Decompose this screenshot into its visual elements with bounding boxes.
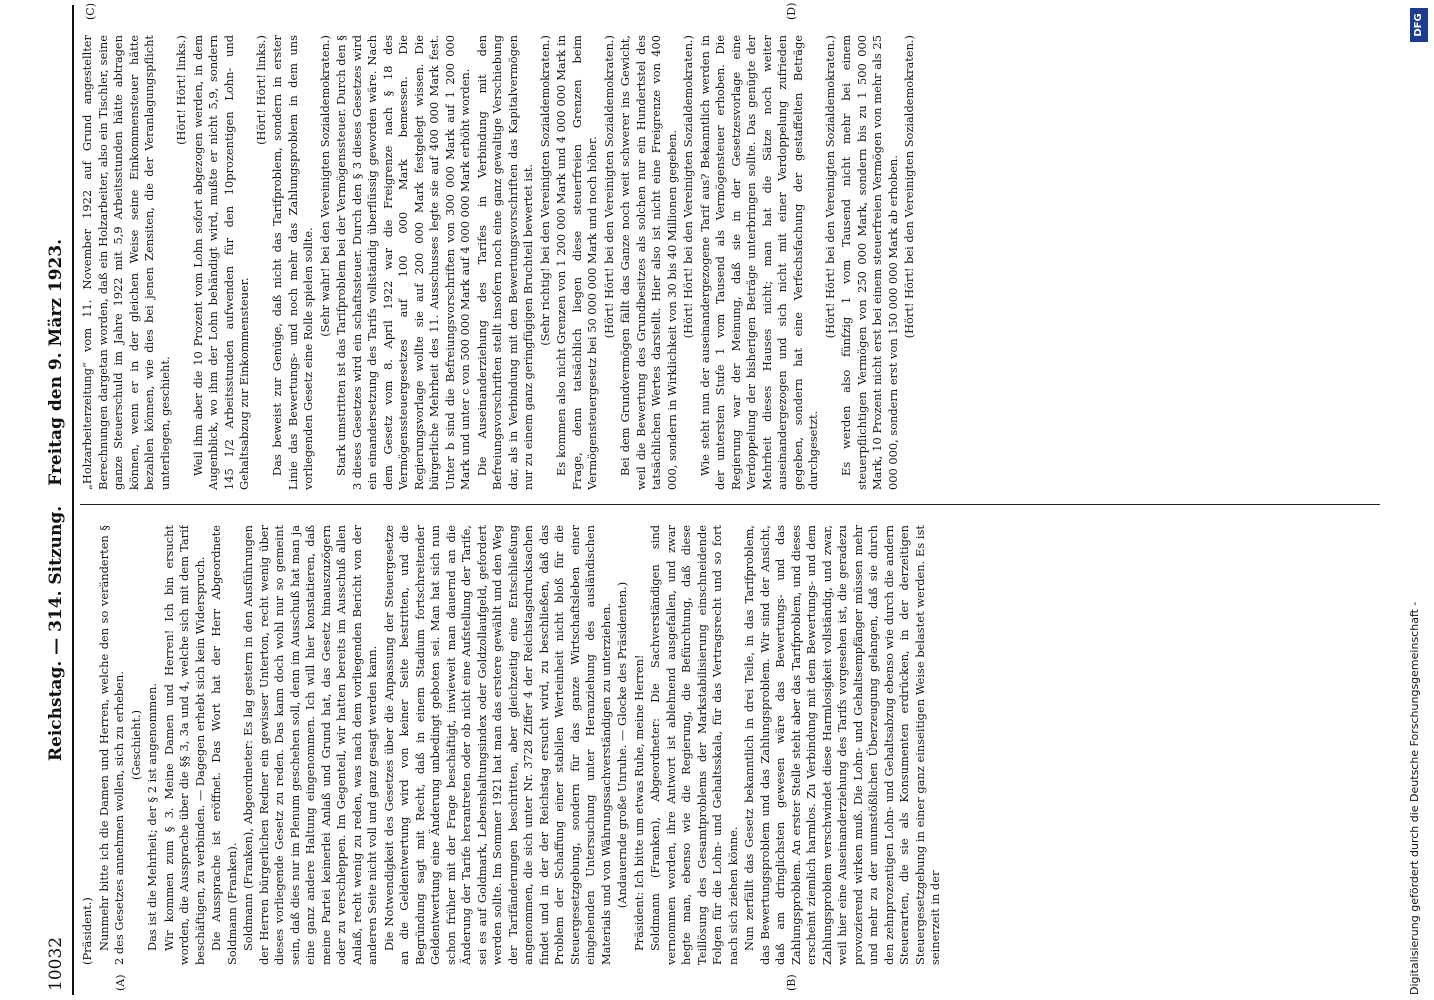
paragraph: Es kommen also nicht Grenzen von 1 200 000 Mark und 4 000 000 Mark in Frage, denn tatsächlich liegen diese steuerfreien Grenzen beim Vermögensteuergesetz bei 50 000 000 Mark und noch höher. xyxy=(554,35,599,490)
dfg-logo-text: DFG xyxy=(1413,13,1424,37)
document-page xyxy=(40,2,1390,995)
page-title-right: Freitag den 9. März 1923. xyxy=(46,238,66,486)
interjection: (Geschieht.) xyxy=(128,709,143,781)
paragraph: Die Auseinanderziehung des Tarifes in Verbindung mit den Befreiungsvorschriften stellt insofern noch eine ganz gewaltige Verschiebung dar, als in Verbindung mit den Bewertungsvorschriften das Kapitalvermögen nur zu einem ganz geringfügigen Bruchteil bewertet ist. xyxy=(474,35,535,490)
interjection: (Andauernde große Unruhe. — Glocke des Präsidenten.) xyxy=(615,581,629,909)
digitization-credit: Digitalisierung gefördert durch die Deutsche Forschungsgemeinschaft - xyxy=(1408,601,1421,995)
page-title-left: Reichstag. — 314. Sitzung. xyxy=(46,505,66,762)
margin-marker-c: (C) xyxy=(84,3,97,20)
paragraph: Nun zerfällt das Gesetz bekanntlich in drei Teile, in das Tarifproblem, das Bewertungsproblem und das Zahlungsproblem. Wir sind der Ansicht, daß am dringlichsten gewesen wäre das Bewertungs- und das Zahlungsproblem. An erster Stelle steht aber das Tarifproblem, und dieses erscheint ziemlich harmlos. Zu Verbindung mit dem Bewertungs- und dem Zahlungsproblem verschwindet diese Harmlosigkeit vollständig, und zwar, weil hier eine Auseinanderziehung des Tarifs vorgesehen ist, die geradezu provozierend wirken muß. Die Lohn- und Gehaltsempfänger müssen mehr und mehr zu der unumstößlichen Überzeugung gelangen, daß sie durch den zehnprozentigen Lohn- und Gehaltsabzug ebenso wie durch die andern Steuerarten, die sie als Konsumenten erdrücken, in der derzeitigen Steuergesetzgebung in einer ganz einseitigen Weise belastet werden. Es ist seinerzeit in der xyxy=(742,525,942,965)
paragraph: Wie steht nun der auseinandergezogene Tarif aus? Bekanntlich werden in der untersten Stufe 1 vom Tausend als Vermögensteuer erhoben. Die Regierung war der Meinung, daß sie in der Gesetzesvorlage eine Verdoppelung der bisherigen Beträge unterbringen sollte. Das genügte der Mehrheit dieses Hauses nicht; man hat die Sätze noch weiter auseinandergezogen und sich nicht mit einer Verdoppelung zufrieden gegeben, sondern hat eine Verfechsfachung der gestaffelten Beträge durchgesetzt. xyxy=(697,35,820,490)
paragraph: Die Aussprache ist eröffnet. Das Wort hat der Herr Abgeordnete Soldmann (Franken). xyxy=(209,525,239,965)
interjection: (Hört! Hört! bei den Vereinigten Sozialdemokraten.) xyxy=(822,35,837,339)
dfg-logo xyxy=(1410,8,1428,42)
paragraph: Das beweist zur Genüge, daß nicht das Tarifproblem, sondern in erster Linie das Bewertungs- und noch mehr das Zahlungsproblem in dem uns vorliegenden Gesetz eine Rolle spielen sollte. xyxy=(270,35,315,490)
paragraph: Bei dem Grundvermögen fällt das Ganze noch weit schwerer ins Gewicht, weil die Bewertung des Grundbesitzes als solchen nur ein Hundertstel des tatsächlichen Wertes darstellt. Hier also ist nicht eine Freigrenze von 400 000, sondern in Wirklichkeit von 30 bis 40 Millionen gegeben. xyxy=(618,35,679,490)
paragraph: „Holzarbeiterzeitung“ vom 11. November 1922 auf Grund angestellter Berechnungen dargetan worden, daß ein Holzarbeiter, also ein Tischler, seine ganze Steuerschuld im Jahre 1922 mit 5,9 Arbeitsstunden hätte abtragen können, wenn er in der gleichen Weise seine Einkommensteuer hätte bezahlen können, wie dies bei jenen Zensiten, die der Veranlagungspflicht unterliegen, geschieht. xyxy=(80,35,172,490)
paragraph: Die Notwendigkeit des Gesetzes über die Anpassung der Steuergesetze an die Geldentwertung wird von keiner Seite bestritten, und die Begründung sagt mit Recht, daß in einem Stadium fortschreitender Geldentwertung eine Änderung unbedingt geboten sei. Man hat sich nun schon früher mit der Frage beschäftigt, inwieweit man dauernd an die Änderung der Tarife herantreten oder ob nicht eine Aufstellung der Tarife, sei es auf Goldmark, Lebenshaltungsindex oder Goldzollaufgeld, gefordert werden sollte. Im Sommer 1921 hat man das erstere gewählt und den Weg der Tarifänderungen beschritten, aber gleichzeitig eine Entschließung angenommen, die sich unter Nr. 3728 Ziffer 4 der Reichstagsdrucksachen findet und in der der Reichstag ersucht wird, zu beschließen, daß das Problem der Schaffung einer stabilen Werteinheit nicht bloß für die Steuergesetzgebung, sondern für das ganze Wirtschaftsleben einer eingehenden Untersuchung unter Heranziehung des ausländischen Materials und von Währungssachverständigen zu unterziehen. xyxy=(381,525,613,965)
speaker-note: (Präsident.) xyxy=(80,897,94,965)
right-text-column xyxy=(80,35,1380,490)
interjection: (Hört! Hört! links.) xyxy=(174,35,188,145)
paragraph: Soldmann (Franken), Abgeordneter: Die Sachverständigen sind vernommen worden, ihre Antwort ist ablehnend ausgefallen, und zwar hegte man, ebenso wie die Regierung, die Befürchtung, daß diese Teillösung des Gesamtproblems der Markstabilisierung einschneidende Folgen für die Lohn- und Gehaltsskala, für das Vertragsrecht und so fort nach sich ziehen könne. xyxy=(648,525,740,965)
margin-marker-a: (A) xyxy=(114,974,127,991)
paragraph: Weil ihm aber die 10 Prozent vom Lohn sofort abgezogen werden, in dem Augenblick, wo ihm der Lohn behändigt wird, mußte er nicht 5,9, sondern 145 1/2 Arbeitsstunden aufwenden für den 10prozentigen Lohn- und Gehaltsabzug zur Einkommensteuer. xyxy=(190,35,251,490)
paragraph: Stark umstritten ist das Tarifproblem bei der Vermögenssteuer. Durch den § 3 dieses Gesetzes wird ein schaftssteuer. Durch den § 3 dieses Gesetzes wird ein einandersetzung des Tarifs vollständig überflüssig geworden wäre. Nach dem Gesetz vom 8. April 1922 war die Freigrenze nach § 18 des Vermögenssteuergesetzes auf 100 000 Mark bemessen. Die Regierungsvorlage wollte sie auf 200 000 Mark festgelegt wissen. Die bürgerliche Mehrheit des 11. Ausschusses legte sie auf 400 000 Mark fest. Unter b sind die Befreiungsvorschriften von 300 000 Mark auf 1 200 000 Mark und unter c von 500 000 Mark auf 4 000 000 Mark erhöht worden. xyxy=(334,35,472,490)
interjection: (Hört! Hört! bei den Vereinigten Sozialdemokraten.) xyxy=(902,35,916,339)
interjection: (Hört! Hört! links.) xyxy=(253,35,268,145)
page-title xyxy=(46,5,66,995)
paragraph: Nunmehr bitte ich die Damen und Herren, welche den so veränderten § 2 des Gesetzes annehmen wollen, sich zu erheben. xyxy=(96,525,126,965)
interjection: (Sehr richtig! bei den Vereinigten Sozialdemokraten.) xyxy=(537,35,552,346)
interjection: (Hört! Hört! bei den Vereinigten Sozialdemokraten.) xyxy=(601,35,616,339)
left-text-column xyxy=(80,525,1380,965)
margin-marker-b: (B) xyxy=(785,974,798,991)
paragraph: Soldmann (Franken), Abgeordneter: Es lag gestern in den Ausführungen der Herren bürgerlichen Redner ein gewisser Unterton, recht wenig über dieses vorliegende Gesetz zu reden. Das kann doch wohl nur so gemeint sein, daß dies nur im Plenum geschehen soll, denn im Ausschuß hat man ja eine ganz andere Haltung eingenommen. Ich will hier konstatieren, daß meine Partei keinerlei Anlaß und Grund hat, das Gesetz hinauszuzögern oder zu verschleppen. Im Gegenteil, wir hatten bereits im Ausschuß allen Anlaß, recht wenig zu reden, was nach dem vorliegenden Bericht von der anderen Seite nicht voll und ganz gesagt werden kann. xyxy=(241,525,379,965)
paragraph: Es werden also fünfzig 1 vom Tausend nicht mehr bei einem steuerpflichtigen Vermögen von 250 000 Mark, sondern bis zu 1 500 000 Mark, 10 Prozent nicht erst bei einem steuerfreien Vermögen von mehr als 25 000 000, sondern erst von 150 000 000 Mark ab erhoben. xyxy=(839,35,900,490)
page-header xyxy=(40,5,74,995)
paragraph: Das ist die Mehrheit; der § 2 ist angenommen. xyxy=(145,683,159,951)
column-divider xyxy=(80,504,1380,505)
paragraph: Präsident: Ich bitte um etwas Ruhe, meine Herren! xyxy=(631,654,646,951)
paragraph: Wir kommen zum § 3. Meine Damen und Herren! Ich bin ersucht worden, die Aussprache über die §§ 3, 3a und 4, welche sich mit dem Tarif beschäftigen, zu verbinden. — Dagegen erhebt sich kein Widerspruch. xyxy=(161,525,207,965)
interjection: (Hört! Hört! bei den Vereinigten Sozialdemokraten.) xyxy=(681,35,695,339)
interjection: (Sehr wahr! bei den Vereinigten Sozialdemokraten.) xyxy=(317,35,332,337)
margin-marker-d: (D) xyxy=(785,2,798,20)
page-number: 10032 xyxy=(46,936,66,991)
